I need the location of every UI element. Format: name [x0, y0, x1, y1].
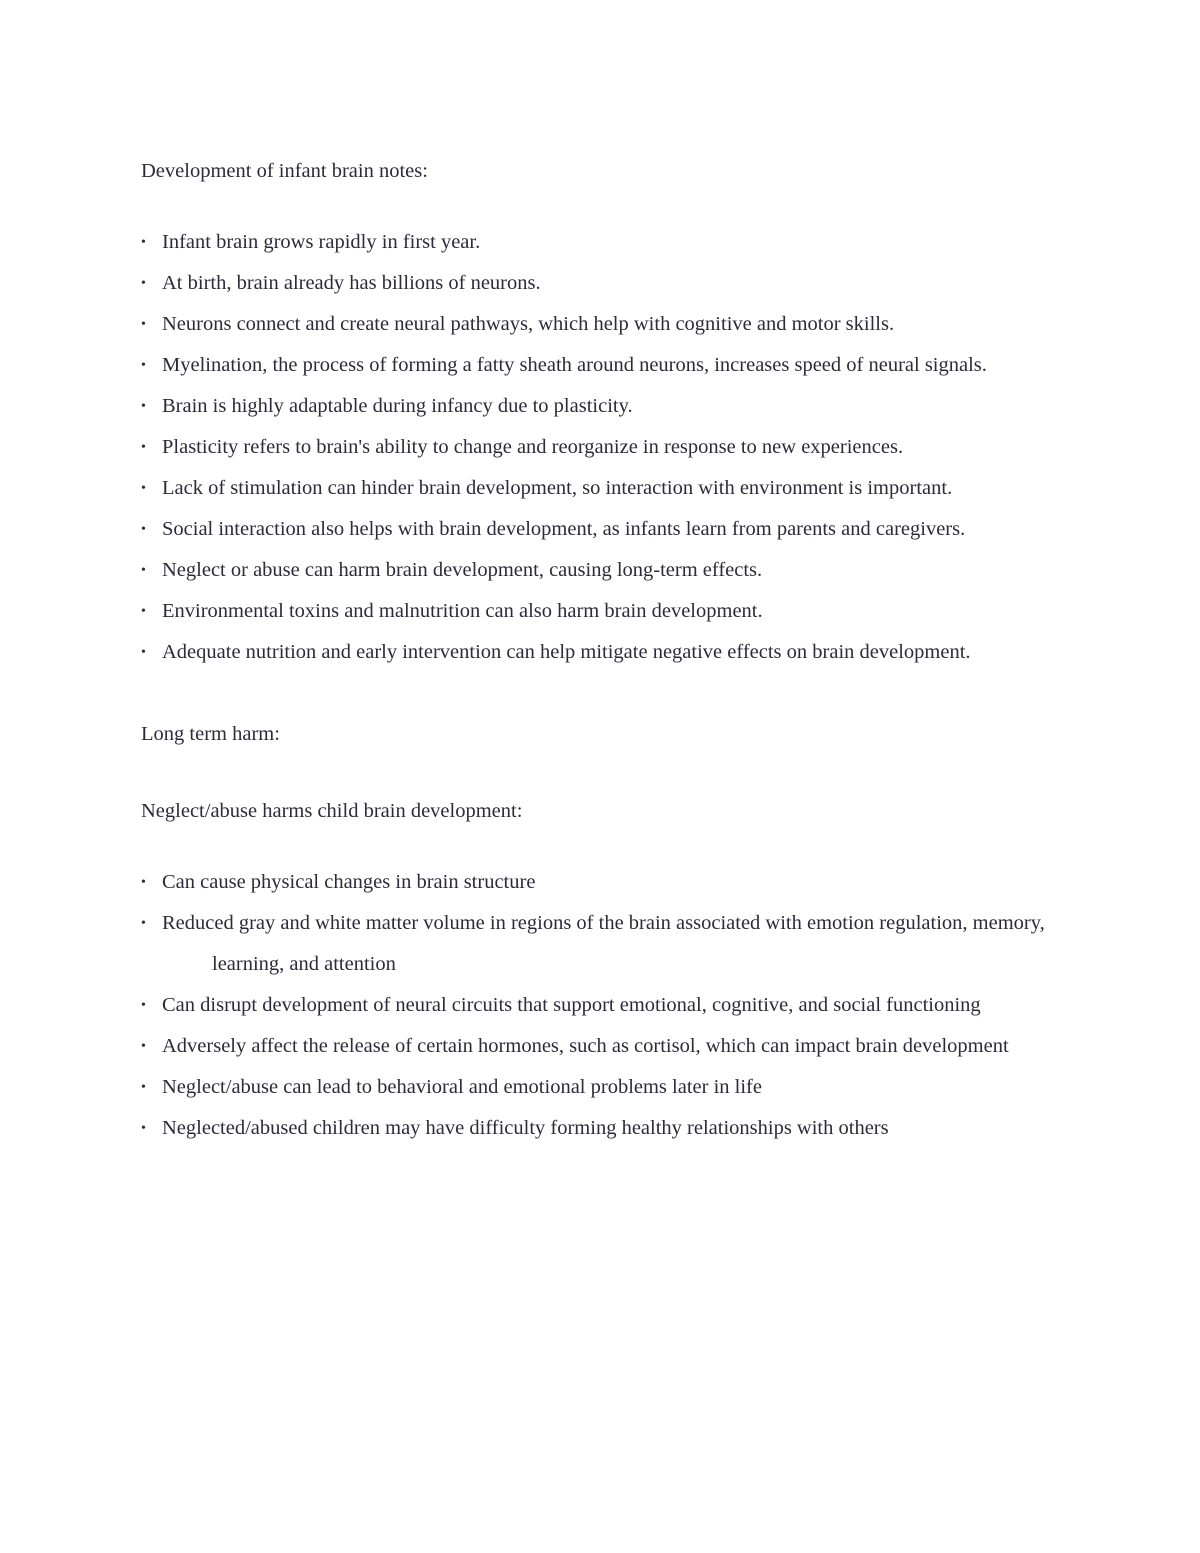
- section-heading-long-term-harm: Long term harm:: [141, 723, 280, 745]
- bullet-list-infant-brain: [141, 222, 1061, 673]
- bullet-marker: •: [141, 481, 146, 496]
- bullet-marker: •: [141, 875, 146, 890]
- list-item: • Infant brain grows rapidly in first year.: [141, 222, 1061, 263]
- bullet-marker: •: [141, 522, 146, 537]
- list-item: • Neglected/abused children may have difficulty forming healthy relationships with others: [141, 1108, 1061, 1149]
- list-item: • Brain is highly adaptable during infancy due to plasticity.: [141, 386, 1061, 427]
- section-heading-neglect-abuse: Neglect/abuse harms child brain development:: [141, 800, 523, 822]
- bullet-marker: •: [141, 563, 146, 578]
- list-item: • Plasticity refers to brain's ability to change and reorganize in response to new experiences.: [141, 427, 1061, 468]
- list-item: • Myelination, the process of forming a fatty sheath around neurons, increases speed of neural signals.: [141, 345, 1061, 386]
- bullet-list-neglect-abuse: [141, 862, 1061, 1149]
- bullet-marker: •: [141, 1080, 146, 1095]
- list-item: • Lack of stimulation can hinder brain development, so interaction with environment is important.: [141, 468, 1061, 509]
- bullet-marker: •: [141, 440, 146, 455]
- bullet-marker: •: [141, 317, 146, 332]
- bullet-marker: •: [141, 916, 146, 931]
- section-heading-infant-brain: Development of infant brain notes:: [141, 160, 428, 182]
- list-item: • Can disrupt development of neural circuits that support emotional, cognitive, and social functioning: [141, 985, 1061, 1026]
- list-item: • Social interaction also helps with brain development, as infants learn from parents and caregivers.: [141, 509, 1061, 550]
- list-item: • Neglect or abuse can harm brain development, causing long-term effects.: [141, 550, 1061, 591]
- bullet-marker: •: [141, 358, 146, 373]
- list-item: • Neglect/abuse can lead to behavioral and emotional problems later in life: [141, 1067, 1061, 1108]
- bullet-marker: •: [141, 276, 146, 291]
- bullet-marker: •: [141, 235, 146, 250]
- bullet-marker: •: [141, 645, 146, 660]
- bullet-marker: •: [141, 998, 146, 1013]
- list-item: • Reduced gray and white matter volume in regions of the brain associated with emotion regulation, memory, learning, and attention: [141, 903, 1061, 985]
- document-page: [141, 151, 1061, 1149]
- bullet-marker: •: [141, 1039, 146, 1054]
- bullet-marker: •: [141, 399, 146, 414]
- list-item: • Adversely affect the release of certain hormones, such as cortisol, which can impact brain development: [141, 1026, 1061, 1067]
- list-item: • Can cause physical changes in brain structure: [141, 862, 1061, 903]
- list-item: • Neurons connect and create neural pathways, which help with cognitive and motor skills.: [141, 304, 1061, 345]
- bullet-marker: •: [141, 1121, 146, 1136]
- bullet-marker: •: [141, 604, 146, 619]
- list-item: • At birth, brain already has billions of neurons.: [141, 263, 1061, 304]
- list-item: • Adequate nutrition and early intervention can help mitigate negative effects on brain development.: [141, 632, 1061, 673]
- list-item: • Environmental toxins and malnutrition can also harm brain development.: [141, 591, 1061, 632]
